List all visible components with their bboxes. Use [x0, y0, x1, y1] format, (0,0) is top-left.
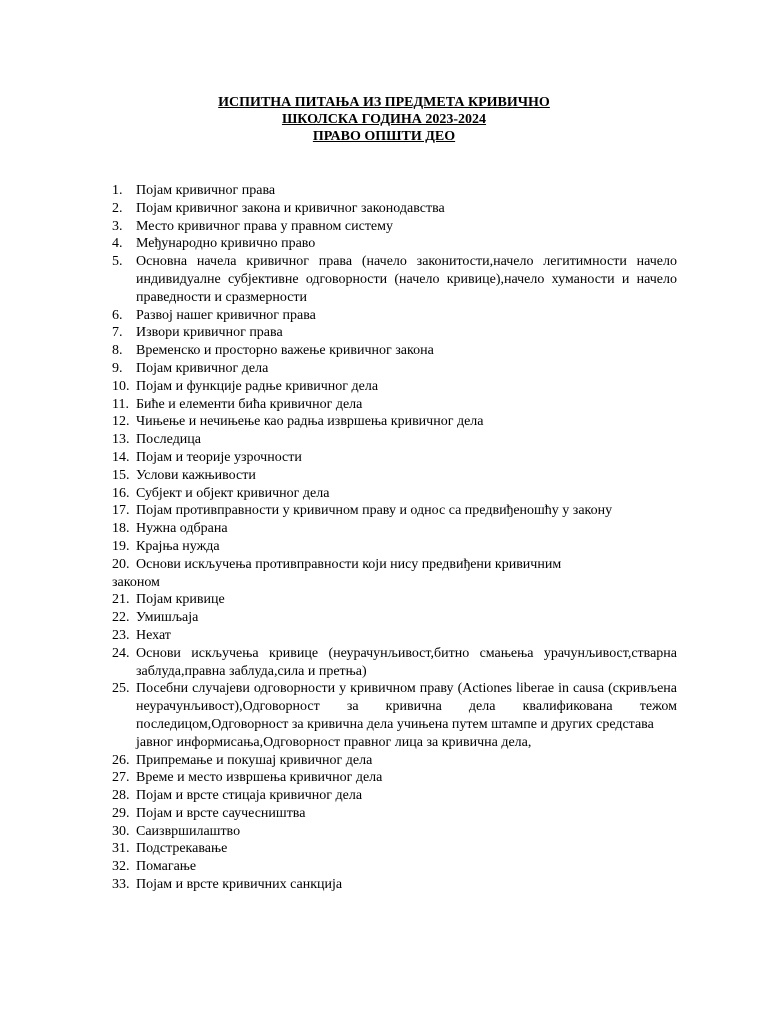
- list-item: [112, 182, 677, 200]
- list-item: [112, 396, 677, 414]
- list-item: [112, 556, 677, 574]
- item-number: 22.: [112, 610, 130, 626]
- list-item: [112, 609, 677, 627]
- item-number: 8.: [112, 343, 123, 359]
- list-item: [112, 823, 677, 841]
- item-text: Услови кажњивости: [136, 467, 256, 483]
- item-text: Појам и врсте кривичних санкција: [136, 877, 343, 893]
- item-number: 1.: [112, 183, 123, 198]
- item-number: 10.: [112, 378, 130, 394]
- list-item: [112, 324, 677, 342]
- item-number: 18.: [112, 521, 130, 537]
- list-item: [112, 235, 677, 253]
- item-text: Појам и функције радње кривичног дела: [136, 378, 379, 394]
- list-item: [112, 253, 677, 306]
- item-number: 7.: [112, 325, 123, 341]
- item-number: 13.: [112, 432, 130, 448]
- list-item: [112, 876, 677, 894]
- item-text: Нужна одбрана: [136, 521, 228, 537]
- item-text: Биће и елементи бића кривичног дела: [136, 396, 363, 412]
- list-item: [112, 378, 677, 396]
- item-number: 2.: [112, 200, 123, 216]
- item-text: Појам кривичног права: [136, 183, 276, 198]
- item-text: Посебни случајеви одговорности у кривичном праву (Actiones liberae in causa (скривљена неурачунљивост),Одговорност за кривична дела квалификована тежом последицом,Одговорност за кривична дела учињена путем штампе и других средстава: [136, 681, 677, 732]
- list-item: [112, 431, 677, 449]
- list-item: [112, 449, 677, 467]
- item-text: Појам кривичног закона и кривичног законодавства: [136, 200, 445, 216]
- item-number: 33.: [112, 877, 130, 893]
- item-text: Припремање и покушај кривичног дела: [136, 752, 373, 768]
- list-item: [112, 769, 677, 787]
- item-continuation: законом: [112, 574, 160, 590]
- item-text: Умишљаја: [136, 610, 199, 626]
- item-number: 26.: [112, 752, 130, 768]
- title-line-1: ИСПИТНА ПИТАЊА ИЗ ПРЕДМЕТА КРИВИЧНО: [218, 95, 550, 110]
- item-continuation: јавног информисања,Одговорност правног лица за кривична дела,: [136, 734, 532, 750]
- list-item: [112, 787, 677, 805]
- list-item: [112, 627, 677, 645]
- item-text: Појам противправности у кривичном праву и однос са предвиђеношћу у закону: [136, 503, 613, 519]
- item-text: Субјект и објект кривичног дела: [136, 485, 330, 501]
- list-item: [112, 307, 677, 325]
- list-item: [112, 591, 677, 609]
- list-item: [112, 218, 677, 236]
- item-text: Временско и просторно важење кривичног закона: [136, 343, 434, 359]
- item-text: Основна начела кривичног права (начело законитости,начело легитимности начело индивидуалне субјективне одговорности (начело кривице),начело хуманости и начело праведности и сразмерности: [136, 254, 677, 305]
- list-item: [112, 485, 677, 503]
- item-number: 12.: [112, 414, 130, 430]
- item-number: 20.: [112, 556, 130, 572]
- list-item: [112, 645, 677, 681]
- title-line-2: ШКОЛСКА ГОДИНА 2023-2024: [281, 112, 487, 127]
- item-text: Основи искључења кривице (неурачунљивост,битно смањења урачунљивост,стварна заблуда,правна заблуда,сила и претња): [136, 645, 677, 679]
- question-list: [112, 182, 677, 894]
- list-item: [112, 502, 677, 520]
- document-title: [0, 94, 768, 145]
- item-text: Појам и врсте стицаја кривичног дела: [136, 788, 363, 804]
- list-item: [112, 520, 677, 538]
- list-item: [112, 467, 677, 485]
- title-line-3: ПРАВО ОПШТИ ДЕО: [312, 129, 456, 144]
- item-number: 32.: [112, 859, 130, 875]
- item-number: 24.: [112, 645, 130, 661]
- item-number: 29.: [112, 805, 130, 821]
- item-text: Извори кривичног права: [136, 325, 283, 341]
- item-text: Подстрекавање: [136, 841, 228, 857]
- item-text: Појам и врсте саучесништва: [136, 805, 306, 821]
- item-text: Крајња нужда: [136, 538, 220, 554]
- item-text: Појам кривице: [136, 592, 225, 608]
- item-number: 30.: [112, 823, 130, 839]
- item-text: Појам кривичног дела: [136, 360, 269, 376]
- item-text: Последица: [136, 432, 202, 448]
- list-item: [112, 805, 677, 823]
- item-number: 9.: [112, 360, 123, 376]
- item-text: Време и место извршења кривичног дела: [136, 770, 383, 786]
- item-number: 14.: [112, 449, 130, 465]
- list-item: [112, 538, 677, 556]
- item-number: 4.: [112, 236, 123, 252]
- item-number: 15.: [112, 467, 130, 483]
- list-item: [112, 752, 677, 770]
- item-number: 19.: [112, 538, 130, 554]
- item-text: Развој нашег кривичног права: [136, 307, 316, 323]
- item-text: Међународно кривично право: [136, 236, 316, 252]
- item-text: Место кривичног права у правном систему: [136, 218, 394, 234]
- list-item: [112, 360, 677, 378]
- item-number: 11.: [112, 396, 129, 412]
- item-number: 31.: [112, 841, 130, 857]
- item-text: Појам и теорије узрочности: [136, 449, 302, 465]
- item-text: Основи искључења противправности који нису предвиђени кривичним: [136, 556, 562, 572]
- item-number: 25.: [112, 681, 130, 697]
- list-item: [112, 342, 677, 360]
- item-number: 21.: [112, 592, 130, 608]
- list-item: [112, 200, 677, 218]
- item-text: Саизвршилаштво: [136, 823, 241, 839]
- list-item: [112, 858, 677, 876]
- item-number: 23.: [112, 627, 130, 643]
- item-number: 16.: [112, 485, 130, 501]
- list-item: [112, 680, 677, 733]
- item-number: 17.: [112, 503, 130, 519]
- item-text: Помагање: [136, 859, 197, 875]
- item-number: 27.: [112, 770, 130, 786]
- item-number: 6.: [112, 307, 123, 323]
- list-item: [112, 840, 677, 858]
- item-number: 3.: [112, 218, 123, 234]
- item-text: Чињење и нечињење као радња извршења кривичног дела: [136, 414, 484, 430]
- item-number: 28.: [112, 788, 130, 804]
- item-text: Нехат: [136, 627, 171, 643]
- item-number: 5.: [112, 254, 123, 270]
- list-item: [112, 413, 677, 431]
